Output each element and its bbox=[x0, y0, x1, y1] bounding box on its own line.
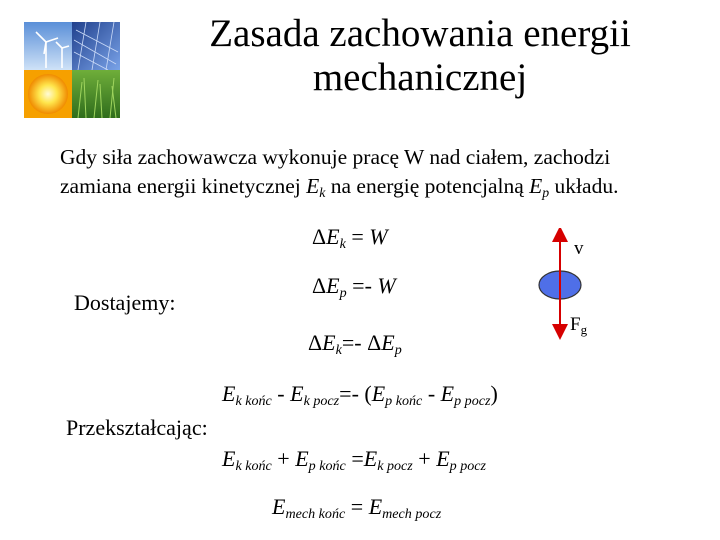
gravity-label: $F_g$ bbox=[570, 314, 588, 337]
slide-title bbox=[140, 12, 700, 99]
equation-energy-sum: $E_{k końc} + E_{p końc} =E_{k pocz} + E_{p pocz}$ bbox=[222, 446, 487, 474]
label-dostajemy: Dostajemy: bbox=[74, 290, 176, 315]
equation-delta-ep: $\Delta E_p =- W$ bbox=[312, 273, 396, 301]
equation-mechanical-energy: $E_{mech końc} = E_{mech pocz}$ bbox=[272, 494, 442, 522]
equation-delta-ek-ep: $\Delta E_k=-$ $\Delta E_p$ bbox=[308, 330, 402, 358]
velocity-label: v bbox=[574, 238, 584, 259]
renewable-energy-logo bbox=[24, 22, 120, 118]
slide-title-line1: Zasada zachowania energii bbox=[209, 12, 631, 55]
slide-title-line2: mechanicznej bbox=[312, 55, 528, 99]
equation-delta-ek: $\Delta E_k = W$ bbox=[312, 224, 388, 252]
equation-energy-difference: $E_{k końc} - E_{k pocz}=-$ $(E_{p końc} - E_{p pocz})$ bbox=[222, 381, 498, 409]
intro-line2: zamiana energii kinetycznej $E_k$ na energię potencjalną $E_p$ układu. bbox=[60, 174, 619, 200]
wind-turbine-tile bbox=[24, 22, 72, 70]
intro-line1: Gdy siła zachowawcza wykonuje pracę W nad ciałem, zachodzi bbox=[60, 145, 611, 169]
force-diagram bbox=[528, 228, 608, 348]
label-przeksztalcajac: Przekształcając: bbox=[66, 415, 208, 440]
force-diagram-svg bbox=[528, 228, 608, 348]
sun-icon bbox=[28, 74, 68, 114]
intro-paragraph bbox=[60, 143, 700, 201]
